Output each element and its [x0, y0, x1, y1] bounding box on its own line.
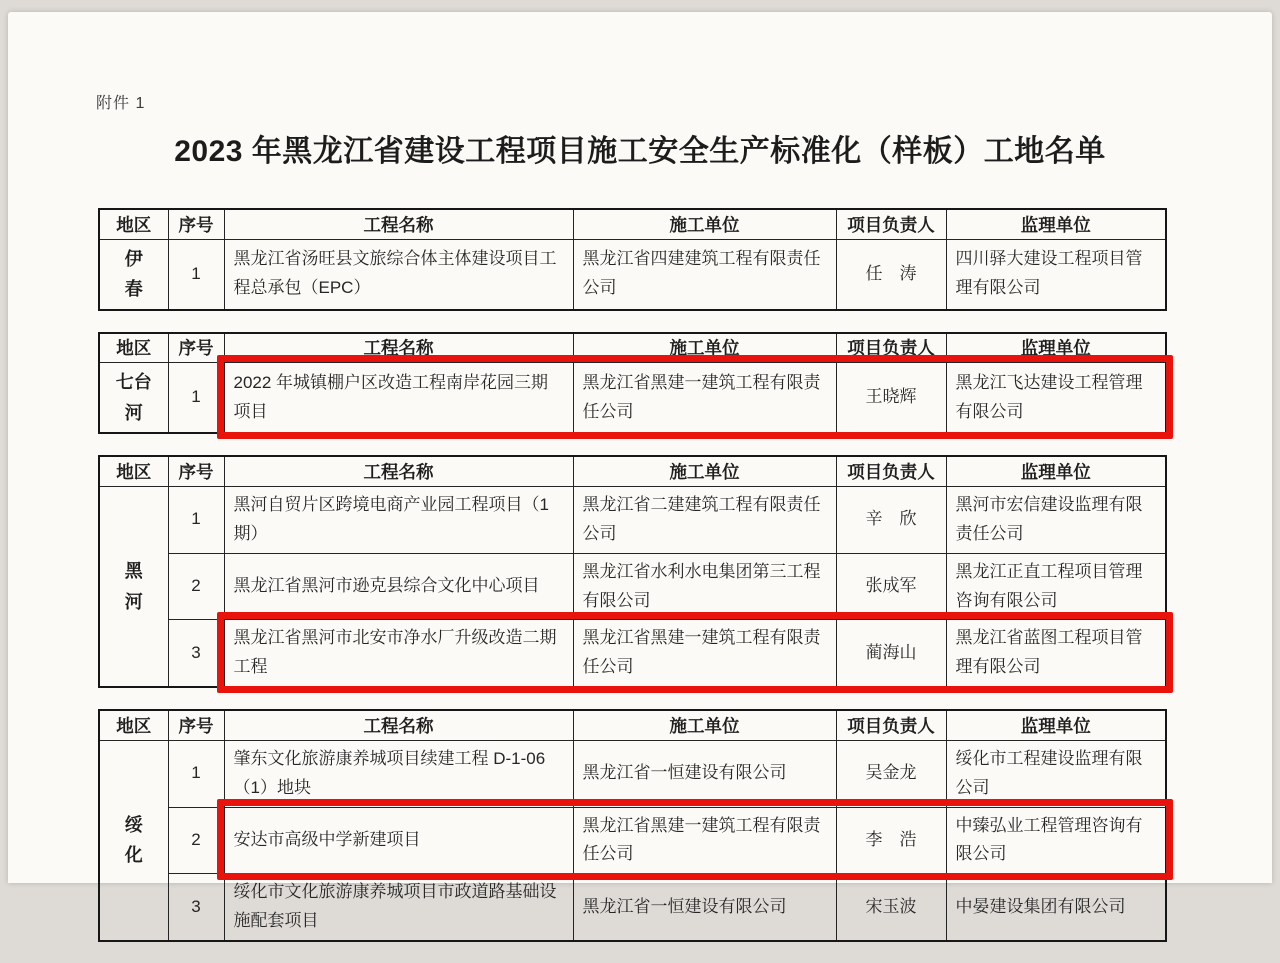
column-header-6: 监理单位	[946, 333, 1166, 363]
region-table-4	[98, 709, 1165, 942]
region-table-2	[98, 332, 1165, 435]
project-name-cell: 黑龙江省黑河市北安市净水厂升级改造二期工程	[224, 620, 573, 687]
column-header-1: 地区	[99, 209, 168, 239]
supervisor-cell: 黑龙江省蓝图工程项目管理有限公司	[946, 620, 1166, 687]
builder-cell: 黑龙江省黑建一建筑工程有限责任公司	[573, 620, 836, 687]
project-name-cell: 黑河自贸片区跨境电商产业园工程项目（1期）	[224, 486, 573, 553]
column-header-2: 序号	[168, 456, 224, 486]
project-name-cell: 安达市高级中学新建项目	[224, 807, 573, 874]
column-header-3: 工程名称	[224, 333, 573, 363]
serial-cell: 1	[168, 363, 224, 434]
project-name-cell: 肇东文化旅游康养城项目续建工程 D-1-06（1）地块	[224, 740, 573, 807]
supervisor-cell: 中臻弘业工程管理咨询有限公司	[946, 807, 1166, 874]
serial-cell: 1	[168, 486, 224, 553]
builder-cell: 黑龙江省一恒建设有限公司	[573, 874, 836, 941]
column-header-4: 施工单位	[573, 456, 836, 486]
manager-cell: 王晓辉	[836, 363, 946, 434]
table-row	[99, 553, 1166, 620]
serial-cell: 3	[168, 874, 224, 941]
column-header-2: 序号	[168, 333, 224, 363]
manager-cell: 宋玉波	[836, 874, 946, 941]
builder-cell: 黑龙江省黑建一建筑工程有限责任公司	[573, 807, 836, 874]
table-row	[99, 740, 1166, 807]
tables-container	[98, 208, 1165, 963]
column-header-4: 施工单位	[573, 209, 836, 239]
column-header-4: 施工单位	[573, 333, 836, 363]
project-table	[98, 208, 1167, 311]
manager-cell: 李 浩	[836, 807, 946, 874]
column-header-6: 监理单位	[946, 710, 1166, 740]
column-header-4: 施工单位	[573, 710, 836, 740]
column-header-3: 工程名称	[224, 209, 573, 239]
manager-cell: 蔺海山	[836, 620, 946, 687]
supervisor-cell: 绥化市工程建设监理有限公司	[946, 740, 1166, 807]
column-header-5: 项目负责人	[836, 333, 946, 363]
column-header-3: 工程名称	[224, 456, 573, 486]
table-row	[99, 874, 1166, 941]
supervisor-cell: 黑龙江飞达建设工程管理有限公司	[946, 363, 1166, 434]
table-row	[99, 363, 1166, 434]
table-row	[99, 620, 1166, 687]
document-page	[8, 12, 1272, 931]
column-header-1: 地区	[99, 456, 168, 486]
builder-cell: 黑龙江省四建建筑工程有限责任公司	[573, 239, 836, 310]
serial-cell: 1	[168, 239, 224, 310]
region-cell: 绥 化	[99, 740, 168, 941]
table-row	[99, 239, 1166, 310]
header-row	[99, 456, 1166, 486]
project-table	[98, 709, 1167, 942]
manager-cell: 张成军	[836, 553, 946, 620]
project-table	[98, 455, 1167, 688]
project-name-cell: 绥化市文化旅游康养城项目市政道路基础设施配套项目	[224, 874, 573, 941]
region-cell: 七台河	[99, 363, 168, 434]
column-header-5: 项目负责人	[836, 710, 946, 740]
supervisor-cell: 四川驿大建设工程项目管理有限公司	[946, 239, 1166, 310]
column-header-5: 项目负责人	[836, 456, 946, 486]
column-header-2: 序号	[168, 710, 224, 740]
serial-cell: 1	[168, 740, 224, 807]
column-header-2: 序号	[168, 209, 224, 239]
region-cell: 伊 春	[99, 239, 168, 310]
project-name-cell: 2022 年城镇棚户区改造工程南岸花园三期项目	[224, 363, 573, 434]
manager-cell: 任 涛	[836, 239, 946, 310]
page-title: 2023 年黑龙江省建设工程项目施工安全生产标准化（样板）工地名单	[174, 135, 1106, 168]
column-header-1: 地区	[99, 710, 168, 740]
manager-cell: 辛 欣	[836, 486, 946, 553]
serial-cell: 3	[168, 620, 224, 687]
supervisor-cell: 黑龙江正直工程项目管理咨询有限公司	[946, 553, 1166, 620]
project-name-cell: 黑龙江省黑河市逊克县综合文化中心项目	[224, 553, 573, 620]
manager-cell: 吴金龙	[836, 740, 946, 807]
table-row	[99, 486, 1166, 553]
serial-cell: 2	[168, 807, 224, 874]
column-header-6: 监理单位	[946, 456, 1166, 486]
table-row	[99, 807, 1166, 874]
header-row	[99, 710, 1166, 740]
region-table-1	[98, 208, 1165, 311]
builder-cell: 黑龙江省黑建一建筑工程有限责任公司	[573, 363, 836, 434]
header-row	[99, 333, 1166, 363]
builder-cell: 黑龙江省水利水电集团第三工程有限公司	[573, 553, 836, 620]
builder-cell: 黑龙江省一恒建设有限公司	[573, 740, 836, 807]
serial-cell: 2	[168, 553, 224, 620]
column-header-6: 监理单位	[946, 209, 1166, 239]
project-table	[98, 332, 1167, 435]
region-cell: 黑 河	[99, 486, 168, 687]
column-header-1: 地区	[99, 333, 168, 363]
project-name-cell: 黑龙江省汤旺县文旅综合体主体建设项目工程总承包（EPC）	[224, 239, 573, 310]
region-table-3	[98, 455, 1165, 688]
attachment-label: 附件 1	[96, 95, 146, 112]
column-header-3: 工程名称	[224, 710, 573, 740]
builder-cell: 黑龙江省二建建筑工程有限责任公司	[573, 486, 836, 553]
header-row	[99, 209, 1166, 239]
supervisor-cell: 黑河市宏信建设监理有限责任公司	[946, 486, 1166, 553]
column-header-5: 项目负责人	[836, 209, 946, 239]
supervisor-cell: 中晏建设集团有限公司	[946, 874, 1166, 941]
